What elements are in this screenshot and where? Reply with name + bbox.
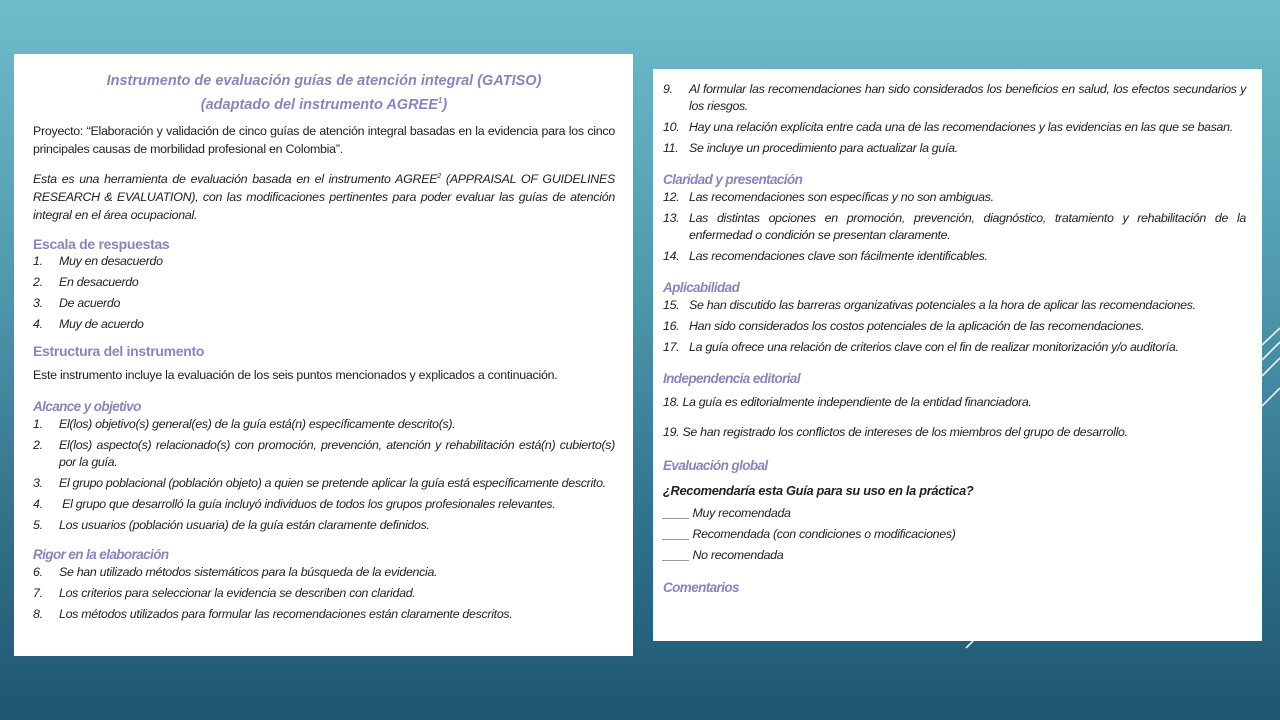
- rigor-continued-list: [663, 81, 1246, 157]
- applicability-item: [663, 318, 1246, 335]
- scope-heading: Alcance y objetivo: [33, 398, 141, 414]
- rigor-heading: Rigor en la elaboración: [33, 546, 169, 562]
- item-text: Muy en desacuerdo: [59, 253, 163, 268]
- applicability-heading: Aplicabilidad: [663, 280, 740, 295]
- document-title: [33, 72, 615, 115]
- item-text: Los usuarios (población usuaria) de la guía están claramente definidos.: [59, 517, 430, 532]
- item-text: El grupo poblacional (población objeto) a quien se pretende aplicar la guía está específicamente descrito.: [59, 475, 606, 490]
- item-number: 15.: [663, 298, 680, 312]
- project-paragraph: Proyecto: “Elaboración y validación de cinco guías de atención integral basadas en la evidencia para los cinco principales causas de morbilidad profesional en Colombia”.: [33, 123, 615, 156]
- title-close: ): [442, 96, 448, 113]
- recommend-question: ¿Recomendaría esta Guía para su uso en la práctica?: [663, 483, 974, 498]
- item-number: 11.: [663, 141, 679, 155]
- rigor-item: [663, 81, 1246, 115]
- rigor-item: [663, 140, 1246, 157]
- rigor-item: [33, 585, 615, 602]
- item-text: El(los) objetivo(s) general(es) de la guía está(n) específicamente descrito(s).: [59, 416, 456, 431]
- item-number: 1.: [33, 416, 43, 431]
- title-line-1: Instrumento de evaluación guías de atención integral (GATISO): [106, 73, 542, 89]
- scope-item: [33, 416, 615, 433]
- rigor-item: [33, 606, 615, 623]
- item-text: Las distintas opciones en promoción, prevención, diagnóstico, tratamiento y rehabilitación de la enfermedad o condición se presentan claramente.: [689, 211, 1246, 242]
- clarity-heading: Claridad y presentación: [663, 172, 803, 187]
- title-line-2-text: (adaptado del instrumento AGREE: [200, 96, 438, 113]
- scale-list: [33, 253, 615, 333]
- item-number: 12.: [663, 190, 680, 204]
- intro-text-b: (APPRAISAL OF GUIDELINES RESEARCH & EVALUATION), con las modificaciones pertinentes para poder evaluar las guías de atención integral en el área ocupacional.: [33, 171, 615, 222]
- structure-paragraph: Este instrumento incluye la evaluación de los seis puntos mencionados y explicados a continuación.: [33, 367, 558, 382]
- scale-item: [33, 274, 615, 291]
- item-text: Las recomendaciones son específicas y no son ambiguas.: [689, 190, 994, 204]
- item-text: Al formular las recomendaciones han sido considerados los beneficios en salud, los efectos secundarios y los riesgos.: [689, 82, 1246, 113]
- title-line-2: [33, 91, 615, 115]
- item-text: Se han utilizado métodos sistemáticos para la búsqueda de la evidencia.: [59, 564, 438, 579]
- item-text: En desacuerdo: [59, 274, 139, 289]
- item-19: 19. Se han registrado los conflictos de intereses de los miembros del grupo de desarrollo.: [663, 425, 1128, 439]
- rigor-item: [33, 564, 615, 581]
- independence-heading: Independencia editorial: [663, 371, 800, 386]
- intro-paragraph: [33, 168, 615, 224]
- item-text: El grupo que desarrolló la guía incluyó individuos de todos los grupos profesionales relevantes.: [59, 496, 556, 511]
- item-number: 5.: [33, 517, 43, 532]
- item-text: Se incluye un procedimiento para actualizar la guía.: [689, 141, 958, 155]
- item-number: 8.: [33, 606, 43, 621]
- global-evaluation-heading: Evaluación global: [663, 458, 768, 473]
- left-document-panel: [14, 54, 633, 656]
- item-number: 1.: [33, 253, 43, 268]
- item-number: 13.: [663, 211, 680, 225]
- item-text: Los criterios para seleccionar la evidencia se describen con claridad.: [59, 585, 416, 600]
- item-text: Han sido considerados los costos potenciales de la aplicación de las recomendaciones.: [689, 319, 1145, 333]
- scope-item: [33, 496, 615, 513]
- item-text: La guía ofrece una relación de criterios clave con el fin de realizar monitorización y/o auditoría.: [689, 340, 1179, 354]
- clarity-list: [663, 189, 1246, 265]
- scope-item: [33, 517, 615, 534]
- applicability-item: [663, 339, 1246, 356]
- item-number: 4.: [33, 316, 43, 331]
- footnote-ref-1: 1: [437, 96, 443, 105]
- scope-item: [33, 437, 615, 471]
- structure-heading: Estructura del instrumento: [33, 342, 205, 359]
- scale-item: [33, 295, 615, 312]
- item-text: Los métodos utilizados para formular las recomendaciones están claramente descritos.: [59, 606, 513, 621]
- option-not-recommended: ____ No recomendada: [663, 548, 784, 562]
- scale-item: [33, 253, 615, 270]
- item-number: 3.: [33, 475, 43, 490]
- item-number: 17.: [663, 340, 680, 354]
- option-recommended-with-conditions: ____ Recomendada (con condiciones o modificaciones): [663, 527, 956, 541]
- item-text: El(los) aspecto(s) relacionado(s) con promoción, prevención, atención y rehabilitación está(n) cubierto(s) por la guía.: [59, 437, 615, 469]
- footnote-ref-2: 2: [437, 172, 441, 180]
- clarity-item: [663, 248, 1246, 265]
- item-number: 7.: [33, 585, 43, 600]
- item-number: 2.: [33, 274, 43, 289]
- scale-item: [33, 316, 615, 333]
- right-document-panel: [653, 69, 1262, 641]
- item-number: 16.: [663, 319, 680, 333]
- item-number: 14.: [663, 249, 680, 263]
- item-number: 9.: [663, 82, 673, 96]
- item-text: De acuerdo: [59, 295, 121, 310]
- clarity-item: [663, 189, 1246, 206]
- scale-heading: Escala de respuestas: [33, 235, 170, 252]
- rigor-item: [663, 119, 1246, 136]
- applicability-item: [663, 297, 1246, 314]
- comments-heading: Comentarios: [663, 580, 739, 595]
- item-text: Hay una relación explícita entre cada una de las recomendaciones y las evidencias en las que se basan.: [689, 120, 1233, 134]
- item-number: 4.: [33, 496, 43, 511]
- item-number: 3.: [33, 295, 43, 310]
- option-highly-recommended: ____ Muy recomendada: [663, 506, 791, 520]
- clarity-item: [663, 210, 1246, 244]
- item-18: 18. La guía es editorialmente independiente de la entidad financiadora.: [663, 395, 1032, 409]
- applicability-list: [663, 297, 1246, 356]
- item-number: 6.: [33, 564, 43, 579]
- scope-list: [33, 416, 615, 534]
- scope-item: [33, 475, 615, 492]
- intro-text-a: Esta es una herramienta de evaluación basada en el instrumento AGREE: [33, 171, 438, 186]
- item-text: Las recomendaciones clave son fácilmente identificables.: [689, 249, 988, 263]
- item-number: 10.: [663, 120, 680, 134]
- item-number: 2.: [33, 437, 43, 452]
- item-text: Se han discutido las barreras organizativas potenciales a la hora de aplicar las recomendaciones.: [689, 298, 1196, 312]
- item-text: Muy de acuerdo: [59, 316, 144, 331]
- rigor-list: [33, 564, 615, 623]
